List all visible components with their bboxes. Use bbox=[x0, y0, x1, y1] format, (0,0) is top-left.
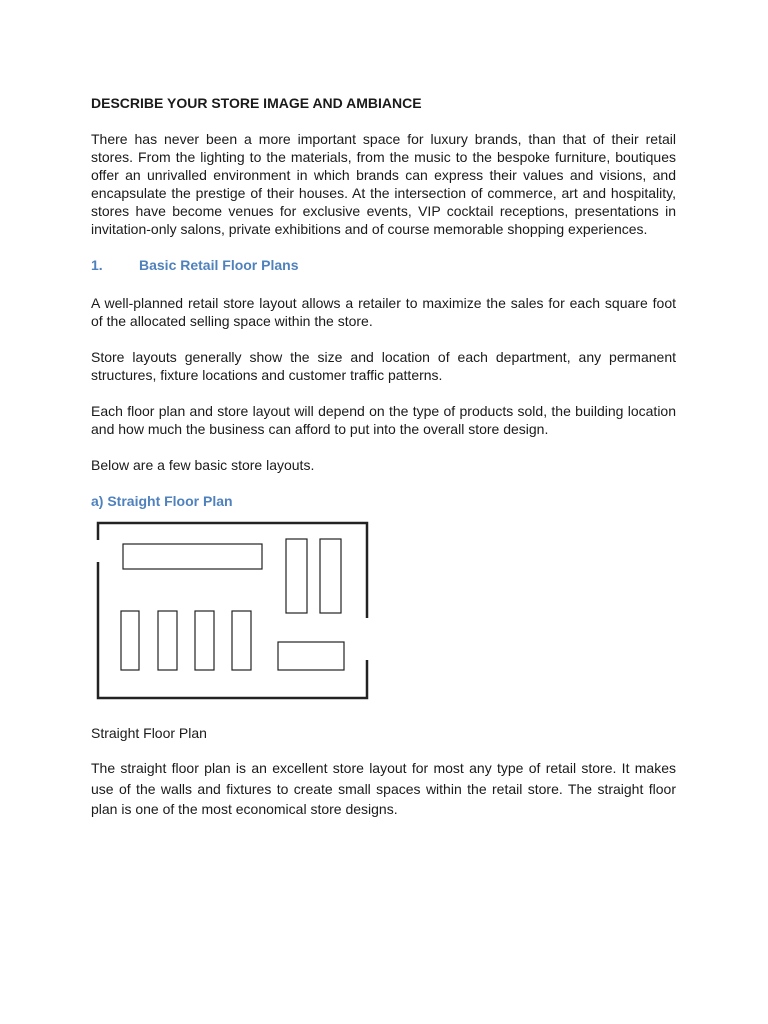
paragraph-layout-purpose: A well-planned retail store layout allows a retailer to maximize the sales for each square foot of the allocated selling space within the store. bbox=[91, 295, 676, 329]
diagram-caption: Straight Floor Plan bbox=[91, 725, 207, 741]
subheading-straight-floor-plan: a) Straight Floor Plan bbox=[91, 493, 233, 509]
fixture-shelf-2 bbox=[158, 611, 177, 670]
fixture-shelf-tall-1 bbox=[286, 539, 307, 613]
paragraph-straight-plan-description: The straight floor plan is an excellent store layout for most any type of retail store. It makes use of the walls and fixtures to create small spaces within the retail store. The straight floor plan is one of the most economical store designs. bbox=[91, 760, 676, 817]
document-content bbox=[91, 94, 676, 838]
fixture-shelf-3 bbox=[195, 611, 214, 670]
intro-paragraph: There has never been a more important space for luxury brands, than that of their retail stores. From the lighting to the materials, from the music to the bespoke furniture, boutiques offer an unrivalled environment in which brands can express their values and visions, and encapsulate the prestige of their houses. At the intersection of commerce, art and hospitality, stores have become venues for exclusive events, VIP cocktail receptions, presentations in invitation-only salons, private exhibitions and of course memorable shopping experiences. bbox=[91, 131, 676, 237]
wall-top-right bbox=[98, 523, 367, 618]
fixture-shelf-1 bbox=[121, 611, 139, 670]
paragraph-layout-contents: Store layouts generally show the size and location of each department, any permanent structures, fixture locations and customer traffic patterns. bbox=[91, 349, 676, 383]
document-title: DESCRIBE YOUR STORE IMAGE AND AMBIANCE bbox=[91, 95, 422, 111]
fixture-checkout-counter bbox=[278, 642, 344, 670]
straight-floor-plan-diagram bbox=[91, 520, 371, 702]
fixture-long-counter bbox=[123, 544, 262, 569]
paragraph-layout-dependencies: Each floor plan and store layout will depend on the type of products sold, the building location and how much the business can afford to put into the overall store design. bbox=[91, 403, 676, 437]
paragraph-layout-intro: Below are a few basic store layouts. bbox=[91, 457, 315, 473]
fixture-shelf-tall-2 bbox=[320, 539, 341, 613]
fixture-shelf-4 bbox=[232, 611, 251, 670]
store-fixtures bbox=[121, 539, 344, 670]
section-title: Basic Retail Floor Plans bbox=[139, 257, 299, 273]
section-heading-basic-floor-plans bbox=[91, 256, 676, 274]
section-number: 1. bbox=[91, 257, 103, 273]
